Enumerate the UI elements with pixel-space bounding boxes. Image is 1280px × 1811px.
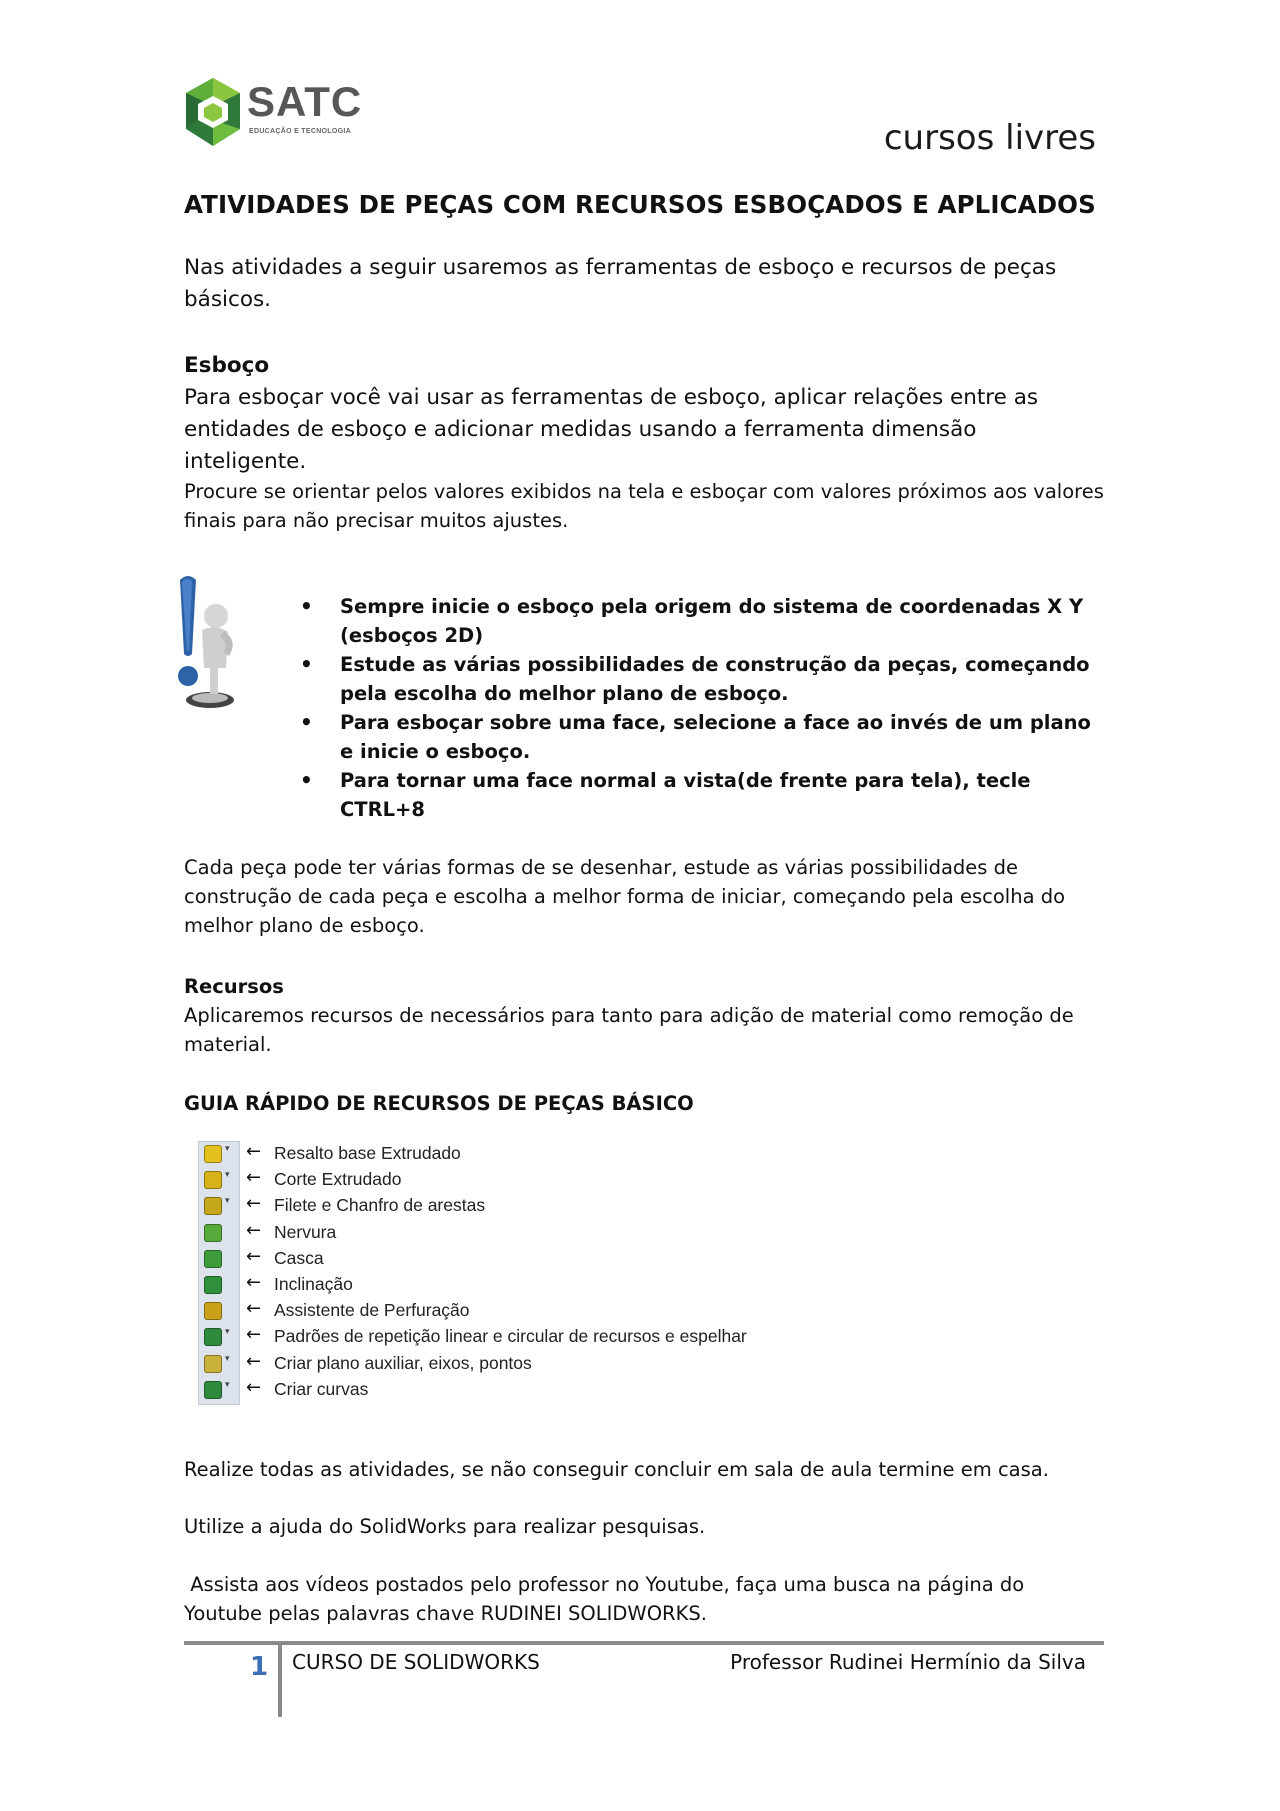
dropdown-caret-icon[interactable]: ▾ — [225, 1327, 230, 1338]
feature-label: Filete e Chanfro de arestas — [274, 1195, 486, 1216]
feature-row — [198, 1351, 798, 1377]
fillet-icon[interactable] — [204, 1197, 222, 1215]
feature-row — [198, 1298, 798, 1324]
feature-label: Nervura — [274, 1221, 337, 1242]
feature-row — [198, 1377, 798, 1403]
esboco-paragraph: Para esboçar você vai usar as ferramentas de esboço, aplicar relações entre as entidades de esboço e adicionar medidas usando a ferramenta dimensão inteligente. — [184, 385, 1039, 474]
feature-row — [198, 1246, 798, 1272]
satc-hexagon-icon — [183, 76, 243, 150]
footer-divider — [278, 1645, 282, 1717]
feature-row — [198, 1220, 798, 1246]
shell-icon[interactable] — [204, 1250, 222, 1268]
exclamation-figure-icon — [168, 572, 248, 712]
feature-row — [198, 1272, 798, 1298]
feature-row — [198, 1167, 798, 1193]
logo-text: SATC — [247, 78, 363, 125]
footer-rule — [184, 1641, 1104, 1645]
feature-label: Criar curvas — [274, 1378, 369, 1399]
feature-label: Corte Extrudado — [274, 1169, 402, 1190]
logo-subtitle: EDUCAÇÃO E TECNOLOGIA — [249, 128, 351, 135]
recursos-heading: Recursos — [184, 975, 284, 998]
tip-item: • Sempre inicie o esboço pela origem do sistema de coordenadas X Y (esboços 2D) — [300, 592, 1110, 650]
extrude-boss-icon[interactable] — [204, 1145, 222, 1163]
draft-icon[interactable] — [204, 1276, 222, 1294]
esboco-heading: Esboço — [184, 353, 270, 378]
pattern-icon[interactable] — [204, 1328, 222, 1346]
feature-label: Inclinação — [274, 1274, 353, 1294]
left-arrow-icon: ← — [246, 1245, 262, 1267]
extrude-cut-icon[interactable] — [204, 1171, 222, 1189]
feature-label: Casca — [274, 1247, 324, 1268]
feature-label: Assistente de Perfuração — [274, 1300, 470, 1321]
footer-professor: Professor Rudinei Hermínio da Silva — [730, 1650, 1086, 1674]
procure-paragraph: Procure se orientar pelos valores exibidos na tela e esboçar com valores próximos aos valores finais para não precisar muitos ajustes. — [184, 480, 1104, 532]
guia-title: GUIA RÁPIDO DE RECURSOS DE PEÇAS BÁSICO — [184, 1092, 694, 1115]
feature-label: Resalto base Extrudado — [274, 1143, 461, 1163]
left-arrow-icon: ← — [246, 1193, 262, 1215]
dropdown-caret-icon[interactable]: ▾ — [225, 1353, 230, 1364]
intro-paragraph: Nas atividades a seguir usaremos as ferramentas de esboço e recursos de peças básicos. — [184, 255, 1057, 312]
feature-row — [198, 1141, 798, 1167]
left-arrow-icon: ← — [246, 1350, 262, 1372]
curves-icon[interactable] — [204, 1381, 222, 1399]
satc-logo — [183, 76, 363, 152]
rib-icon[interactable] — [204, 1224, 222, 1242]
reference-geometry-icon[interactable] — [204, 1355, 222, 1373]
feature-row — [198, 1193, 798, 1219]
closing-paragraph-3: Assista aos vídeos postados pelo professor no Youtube, faça uma busca na página do Youtube pelas palavras chave RUDINEI SOLIDWORKS. — [184, 1573, 1031, 1625]
left-arrow-icon: ← — [246, 1272, 262, 1293]
tip-item: • Estude as várias possibilidades de construção da peças, começando pela escolha do melhor plano de esboço. — [300, 650, 1110, 708]
tips-list — [300, 592, 1110, 824]
cada-peca-paragraph: Cada peça pode ter várias formas de se desenhar, estude as várias possibilidades de construção de cada peça e escolha a melhor forma de iniciar, começando pela escolha do melhor plano de esboço. — [184, 856, 1066, 937]
feature-label: Criar plano auxiliar, eixos, pontos — [274, 1352, 532, 1373]
recursos-paragraph: Aplicaremos recursos de necessários para tanto para adição de material como remoção de material. — [184, 1004, 1074, 1056]
dropdown-caret-icon[interactable]: ▾ — [225, 1170, 230, 1181]
feature-label: Padrões de repetição linear e circular de recursos e espelhar — [274, 1326, 747, 1347]
left-arrow-icon: ← — [246, 1219, 262, 1241]
dropdown-caret-icon[interactable]: ▾ — [225, 1379, 230, 1390]
tip-item: • Para esboçar sobre uma face, selecione a face ao invés de um plano e inicie o esboço. — [300, 708, 1110, 766]
left-arrow-icon: ← — [246, 1376, 262, 1398]
header-tagline: cursos livres — [883, 118, 1096, 158]
hole-wizard-icon[interactable] — [204, 1302, 222, 1320]
closing-paragraph-1: Realize todas as atividades, se não conseguir concluir em sala de aula termine em casa. — [184, 1458, 1049, 1481]
closing-paragraph-2: Utilize a ajuda do SolidWorks para realizar pesquisas. — [184, 1515, 706, 1538]
left-arrow-icon: ← — [246, 1141, 262, 1162]
left-arrow-icon: ← — [246, 1324, 262, 1346]
page-title: ATIVIDADES DE PEÇAS COM RECURSOS ESBOÇADOS E APLICADOS — [184, 190, 1096, 219]
tip-item: • Para tornar uma face normal a vista(de frente para tela), tecle CTRL+8 — [300, 766, 1110, 824]
page-number: 1 — [250, 1652, 269, 1682]
left-arrow-icon: ← — [246, 1167, 262, 1189]
left-arrow-icon: ← — [246, 1298, 262, 1320]
feature-row — [198, 1324, 798, 1350]
footer-course: CURSO DE SOLIDWORKS — [292, 1650, 540, 1674]
dropdown-caret-icon[interactable]: ▾ — [225, 1196, 230, 1207]
dropdown-caret-icon[interactable]: ▾ — [225, 1144, 230, 1154]
